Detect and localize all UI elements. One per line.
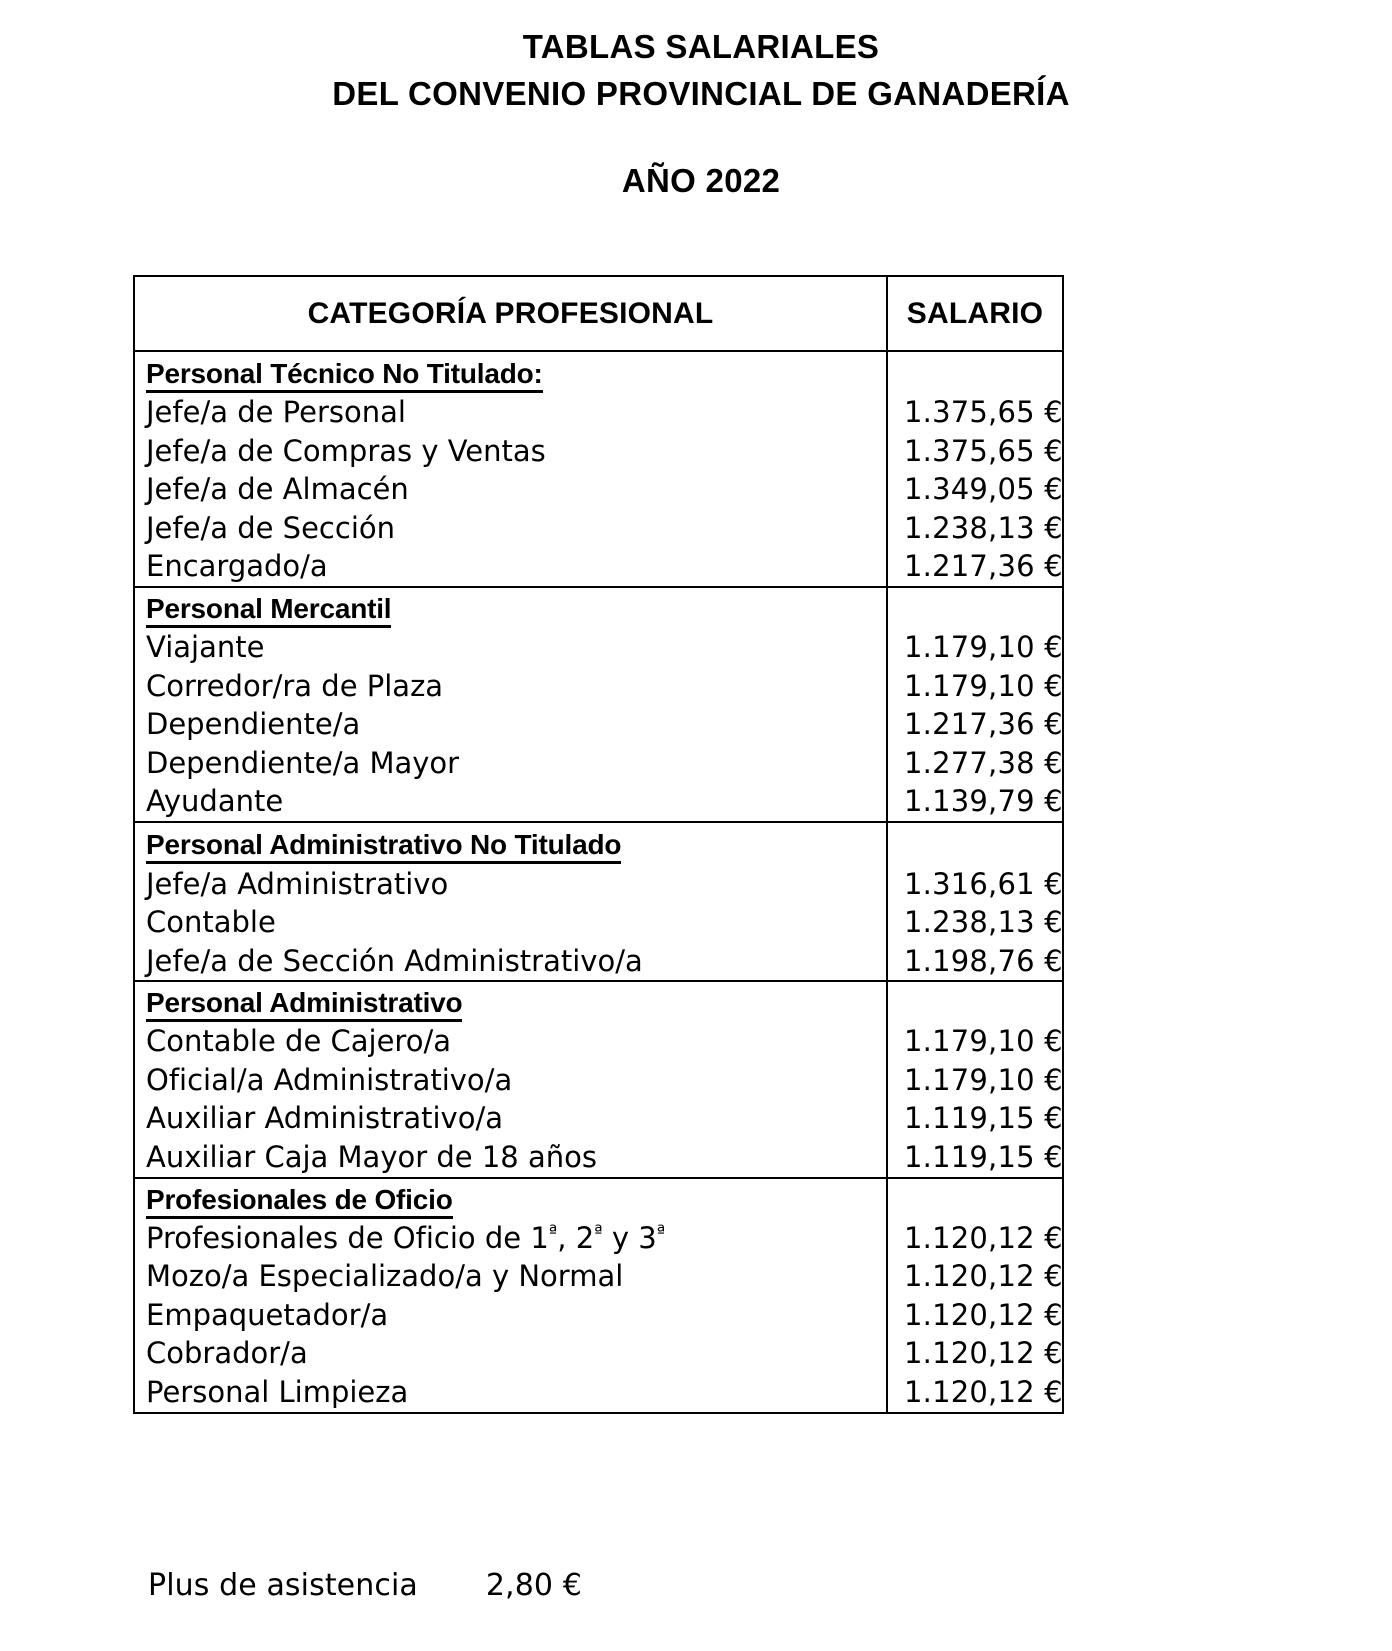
category-label: Corredor/ra de Plaza [146, 668, 444, 703]
category-label: Auxiliar Caja Mayor de 18 años [146, 1139, 597, 1174]
salary-section [134, 1178, 1063, 1413]
salary-cell [887, 1061, 1063, 1100]
section-heading-row [134, 1178, 1063, 1219]
footer-note [148, 1568, 582, 1603]
salary-table-container [133, 275, 1062, 1414]
salary-section [134, 351, 1063, 587]
salary-cell [887, 1100, 1063, 1139]
category-label: Mozo/a Especializado/a y Normal [146, 1259, 624, 1294]
salary-value: 1.120,12 € [904, 1336, 1063, 1371]
salary-value: 1.217,36 € [904, 549, 1063, 584]
salary-value: 1.179,10 € [904, 630, 1063, 665]
table-row [134, 865, 1063, 904]
ordinal-marker: ª [594, 1221, 603, 1243]
salary-cell [887, 1258, 1063, 1297]
category-label: Contable [146, 905, 276, 940]
category-cell [134, 1335, 887, 1374]
salary-value: 1.349,05 € [904, 472, 1063, 507]
category-label: Personal Limpieza [146, 1374, 409, 1409]
category-label: Jefe/a de Sección [146, 510, 395, 545]
category-cell [134, 432, 887, 471]
page-title-line-1: TABLAS SALARIALES [522, 28, 880, 65]
category-cell [134, 783, 887, 823]
section-heading-cell [134, 981, 887, 1022]
salary-value: 1.120,12 € [904, 1220, 1063, 1255]
page-title-year: AÑO 2022 [621, 161, 781, 199]
salary-cell [887, 394, 1063, 433]
salary-cell [887, 1219, 1063, 1258]
salary-value: 1.375,65 € [904, 395, 1063, 430]
salary-value: 1.120,12 € [904, 1374, 1063, 1409]
table-row [134, 432, 1063, 471]
salary-value: 1.120,12 € [904, 1297, 1063, 1332]
section-heading-label: Personal Administrativo [146, 987, 462, 1022]
table-row [134, 903, 1063, 942]
salary-cell [887, 942, 1063, 982]
salary-value: 1.119,15 € [904, 1139, 1063, 1174]
page-title-line-2: DEL CONVENIO PROVINCIAL DE GANADERÍA [332, 74, 1070, 112]
section-heading-row [134, 981, 1063, 1022]
salary-value: 1.119,15 € [904, 1101, 1063, 1136]
section-heading-salary-cell [887, 1178, 1063, 1219]
salary-value: 1.120,12 € [904, 1259, 1063, 1294]
salary-cell [887, 667, 1063, 706]
salary-cell [887, 471, 1063, 510]
salary-value: 1.375,65 € [904, 433, 1063, 468]
salary-cell [887, 1138, 1063, 1178]
salary-cell [887, 1335, 1063, 1374]
salary-table-head [134, 276, 1063, 351]
salary-cell [887, 432, 1063, 471]
table-row [134, 942, 1063, 982]
document-title-block [0, 0, 1392, 200]
category-label: Jefe/a Administrativo [146, 866, 449, 901]
category-cell [134, 509, 887, 548]
table-row [134, 394, 1063, 433]
table-row [134, 1219, 1063, 1258]
salary-cell [887, 903, 1063, 942]
category-cell [134, 1258, 887, 1297]
salary-cell [887, 1023, 1063, 1062]
salary-value: 1.238,13 € [904, 905, 1063, 940]
salary-value: 1.238,13 € [904, 510, 1063, 545]
table-row [134, 1100, 1063, 1139]
section-heading-cell [134, 351, 887, 394]
footer-note-value: 2,80 € [485, 1568, 582, 1603]
category-cell [134, 744, 887, 783]
category-cell [134, 1023, 887, 1062]
category-label: Ayudante [146, 784, 284, 819]
category-label: Dependiente/a Mayor [146, 745, 460, 780]
salary-value: 1.179,10 € [904, 668, 1063, 703]
salary-cell [887, 1296, 1063, 1335]
category-cell [134, 1100, 887, 1139]
category-label: Contable de Cajero/a [146, 1024, 451, 1059]
section-heading-cell [134, 1178, 887, 1219]
category-label: Encargado/a [146, 549, 328, 584]
category-cell [134, 629, 887, 668]
salary-cell [887, 783, 1063, 823]
category-cell [134, 865, 887, 904]
salary-section [134, 822, 1063, 981]
category-cell [134, 471, 887, 510]
salary-value: 1.277,38 € [904, 745, 1063, 780]
salary-value: 1.316,61 € [904, 866, 1063, 901]
salary-section [134, 981, 1063, 1177]
category-cell [134, 1061, 887, 1100]
table-row [134, 509, 1063, 548]
salary-value: 1.198,76 € [904, 943, 1063, 978]
salary-table [133, 275, 1064, 1414]
salary-cell [887, 706, 1063, 745]
column-header-salary-cell [887, 276, 1063, 351]
column-header-salary: SALARIO [906, 296, 1044, 330]
category-cell [134, 942, 887, 982]
section-heading-row [134, 351, 1063, 394]
table-row [134, 744, 1063, 783]
salary-cell [887, 629, 1063, 668]
table-row [134, 1138, 1063, 1178]
category-cell [134, 667, 887, 706]
table-row [134, 548, 1063, 588]
category-cell [134, 1138, 887, 1178]
category-cell [134, 1373, 887, 1413]
salary-cell [887, 509, 1063, 548]
section-heading-salary-cell [887, 981, 1063, 1022]
category-label: Dependiente/a [146, 707, 361, 742]
category-label: Auxiliar Administrativo/a [146, 1101, 503, 1136]
section-heading-row [134, 587, 1063, 628]
section-heading-label: Personal Mercantil [146, 593, 391, 628]
category-cell [134, 1296, 887, 1335]
salary-value: 1.179,10 € [904, 1024, 1063, 1059]
table-row [134, 1258, 1063, 1297]
salary-cell [887, 1373, 1063, 1413]
category-cell [134, 1219, 887, 1258]
table-row [134, 1335, 1063, 1374]
ordinal-marker: ª [656, 1221, 666, 1243]
section-heading-label: Personal Técnico No Titulado: [146, 358, 543, 393]
section-heading-salary-cell [887, 351, 1063, 394]
table-row [134, 783, 1063, 823]
section-heading-salary-cell [887, 822, 1063, 865]
category-label: Jefe/a de Almacén [146, 472, 409, 507]
ordinal-marker: ª [548, 1221, 558, 1243]
section-heading-label: Personal Administrativo No Titulado [146, 829, 621, 864]
category-label: Jefe/a de Personal [146, 395, 406, 430]
table-row [134, 1061, 1063, 1100]
table-row [134, 1296, 1063, 1335]
salary-cell [887, 865, 1063, 904]
section-heading-label: Profesionales de Oficio [146, 1184, 453, 1219]
table-row [134, 1373, 1063, 1413]
category-label: Cobrador/a [146, 1336, 308, 1371]
table-row [134, 667, 1063, 706]
salary-section [134, 587, 1063, 822]
salary-cell [887, 548, 1063, 588]
salary-value: 1.139,79 € [904, 784, 1063, 819]
column-header-category: CATEGORÍA PROFESIONAL [307, 296, 714, 330]
category-label: Jefe/a de Sección Administrativo/a [146, 943, 643, 978]
category-cell [134, 706, 887, 745]
table-row [134, 629, 1063, 668]
table-row [134, 471, 1063, 510]
section-heading-salary-cell [887, 587, 1063, 628]
table-row [134, 1023, 1063, 1062]
table-header-row [134, 276, 1063, 351]
table-row [134, 706, 1063, 745]
category-label: Viajante [146, 630, 265, 665]
salary-value: 1.217,36 € [904, 707, 1063, 742]
category-label: Oficial/a Administrativo/a [146, 1062, 513, 1097]
category-cell [134, 548, 887, 588]
category-label: Profesionales de Oficio de $1^ª$, $2^ª$ y $3^ª$ [146, 1220, 666, 1255]
category-label: Jefe/a de Compras y Ventas [146, 433, 546, 468]
section-heading-row [134, 822, 1063, 865]
column-header-category-cell [134, 276, 887, 351]
category-cell [134, 394, 887, 433]
footer-note-label: Plus de asistencia [148, 1568, 418, 1603]
category-cell [134, 903, 887, 942]
category-label: Empaquetador/a [146, 1297, 389, 1332]
section-heading-cell [134, 587, 887, 628]
section-heading-cell [134, 822, 887, 865]
salary-value: 1.179,10 € [904, 1062, 1063, 1097]
salary-cell [887, 744, 1063, 783]
